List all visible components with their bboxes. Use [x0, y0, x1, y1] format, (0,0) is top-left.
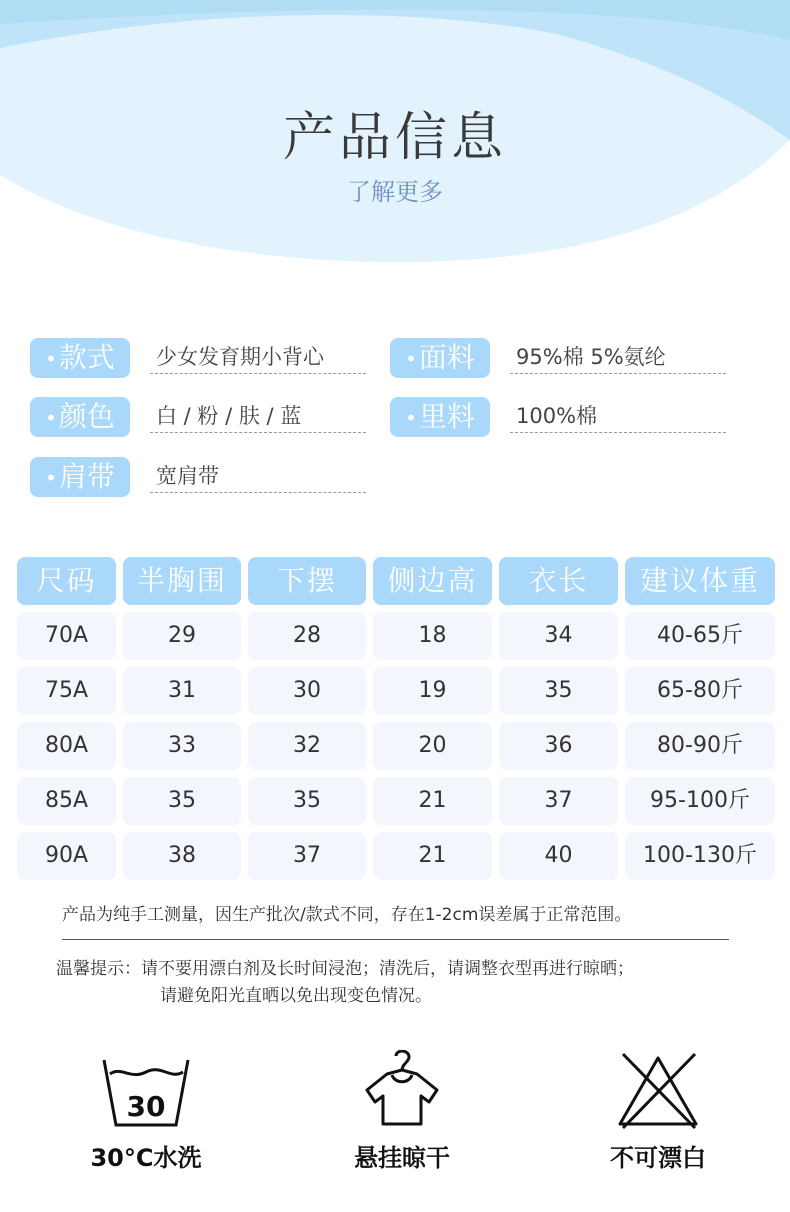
- measurement-note: 产品为纯手工测量，因生产批次/款式不同，存在1-2cm误差属于正常范围。: [62, 905, 632, 925]
- table-cell: 21: [373, 832, 492, 880]
- table-cell: 35: [123, 777, 241, 825]
- table-cell: 34: [499, 612, 618, 660]
- table-cell: 18: [373, 612, 492, 660]
- info-value-fabric: 95%棉 5%氨纶: [510, 340, 726, 374]
- table-header-half-chest: 半胸围: [123, 557, 241, 605]
- hanging-shirt-icon: [347, 1050, 457, 1130]
- table-cell: 95-100斤: [625, 777, 775, 825]
- info-label-fabric: •面料: [390, 338, 490, 378]
- table-cell: 28: [248, 612, 366, 660]
- divider: [62, 939, 729, 940]
- wash-label: 30°C水洗: [90, 1144, 202, 1172]
- info-label-color: •颜色: [30, 397, 130, 437]
- table-cell: 29: [123, 612, 241, 660]
- care-tip-line1: 温馨提示：请不要用漂白剂及长时间浸泡；清洗后，请调整衣型再进行晾晒；: [56, 959, 634, 979]
- table-cell: 35: [499, 667, 618, 715]
- info-label-style: •款式: [30, 338, 130, 378]
- no-bleach-icon: [603, 1050, 713, 1130]
- table-header-side-height: 侧边高: [373, 557, 492, 605]
- table-cell: 21: [373, 777, 492, 825]
- table-cell: 37: [499, 777, 618, 825]
- info-value-lining: 100%棉: [510, 399, 726, 433]
- table-cell: 65-80斤: [625, 667, 775, 715]
- table-header-size: 尺码: [17, 557, 116, 605]
- hang-label: 悬挂晾干: [354, 1144, 450, 1172]
- table-cell: 30: [248, 667, 366, 715]
- table-header-hem: 下摆: [248, 557, 366, 605]
- table-cell: 31: [123, 667, 241, 715]
- care-item-wash: [46, 1050, 246, 1180]
- table-cell: 85A: [17, 777, 116, 825]
- page-title: 产品信息: [282, 108, 507, 168]
- care-item-hang: [302, 1050, 502, 1180]
- table-cell: 40-65斤: [625, 612, 775, 660]
- care-item-nobleach: [558, 1050, 758, 1180]
- table-cell: 37: [248, 832, 366, 880]
- info-label-lining: •里料: [390, 397, 490, 437]
- wash-tub-icon: [91, 1050, 201, 1130]
- nobleach-label: 不可漂白: [610, 1144, 706, 1172]
- table-cell: 80A: [17, 722, 116, 770]
- table-header-length: 衣长: [499, 557, 618, 605]
- table-cell: 35: [248, 777, 366, 825]
- table-cell: 36: [499, 722, 618, 770]
- page-subtitle: 了解更多: [347, 178, 443, 206]
- table-cell: 19: [373, 667, 492, 715]
- table-cell: 100-130斤: [625, 832, 775, 880]
- info-label-strap: •肩带: [30, 457, 130, 497]
- table-cell: 70A: [17, 612, 116, 660]
- wash-temp: 30: [126, 1090, 166, 1123]
- table-cell: 33: [123, 722, 241, 770]
- table-header-weight: 建议体重: [625, 557, 775, 605]
- care-tip-line2: 请避免阳光直晒以免出现变色情况。: [160, 986, 432, 1006]
- table-cell: 32: [248, 722, 366, 770]
- info-value-strap: 宽肩带: [150, 459, 366, 493]
- info-value-color: 白 / 粉 / 肤 / 蓝: [150, 399, 366, 433]
- table-cell: 75A: [17, 667, 116, 715]
- table-cell: 40: [499, 832, 618, 880]
- table-cell: 80-90斤: [625, 722, 775, 770]
- table-cell: 38: [123, 832, 241, 880]
- table-cell: 20: [373, 722, 492, 770]
- info-value-style: 少女发育期小背心: [150, 340, 366, 374]
- table-cell: 90A: [17, 832, 116, 880]
- care-tip: [56, 956, 756, 1010]
